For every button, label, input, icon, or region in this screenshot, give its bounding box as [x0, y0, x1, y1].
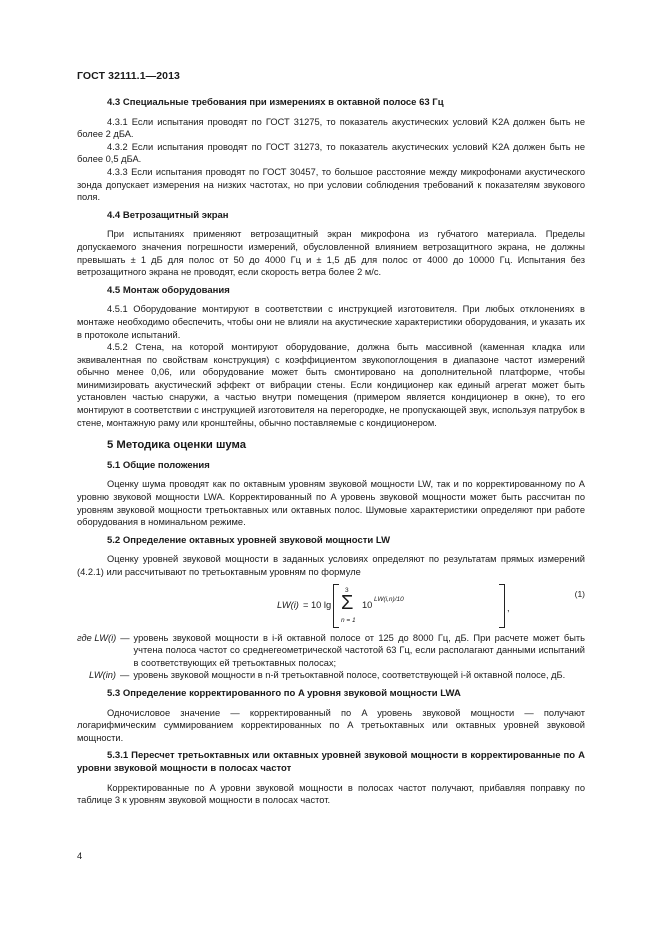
- paragraph-5-1: Оценку шума проводят как по октавным уровням звуковой мощности LW, так и по корректированному по A уровню звуковой мощности LWA. Корректированный по A уровень звуковой мощности может быть рассчитан по уровням звуковой мощности третьоктавных или октавных полос. Шумовые характеристики определяют при работе оборудования в номинальном режиме.: [77, 479, 585, 528]
- paragraph-4-3-3: 4.3.3 Если испытания проводят по ГОСТ 30457, то большое расстояние между микрофонами акустического зонда допускает измерения на низких частотах, но при условии соблюдения требований к показателям звукового поля.: [77, 166, 585, 203]
- where-text: уровень звуковой мощности в n-й третьоктавной полосе, соответствующей i-й октавной полосе, дБ.: [133, 670, 566, 681]
- paragraph-5-3-1: Корректированные по A уровни звуковой мощности в полосах частот получают, прибавляя поправку по таблице 3 к уровням звуковой мощности в полосах частот.: [77, 782, 585, 806]
- paragraph-4-5-2: 4.5.2 Стена, на которой монтируют оборудование, должна быть массивной (каменная кладка или эквивалентная по свойствам конструкция) с коэффициентом звукопоглощения в диапазоне частот измерений обычно менее 0,06, или оборудование может быть смонтировано на дополнительной платформе, чтобы минимизировать акустический эффект от вибрации стены. Если кондиционер как единый агрегат может быть установлен частью снаружи, а частью внутри помещения (примером является кондиционер в окне), то его монтируют в соответствии с инструкцией изготовителя на перегородке, не пропускающей звук, используя патрубок в стене, монтажную раму или кронштейны, обычно поставляемые с кондиционером.: [77, 342, 585, 428]
- sigma-icon: Σ: [341, 591, 354, 614]
- document-body: [77, 97, 585, 807]
- heading-4-4: 4.4 Ветрозащитный экран: [107, 209, 229, 221]
- formula-brackets: [333, 584, 505, 628]
- heading-5-1: 5.1 Общие положения: [107, 459, 210, 471]
- paragraph-4-4: При испытаниях применяют ветрозащитный экран микрофона из губчатого материала. Пределы допускаемого значения погрешности измерений, обусловленной влиянием ветрозащитного экрана, не должны превышать ± 1 дБ для полос от 50 до 4000 Гц и ± 1,5 дБ для полос от 4000 до 10000 Гц. Испытания без ветрозащитного экрана не проводят, если скорость ветра более 2 м/с.: [77, 229, 585, 278]
- formula-sum-upper: 3: [345, 586, 349, 594]
- paragraph-5-2: Оценку уровней звуковой мощности в заданных условиях определяют по результатам прямых измерений (4.2.1) или рассчитывают по третьоктавным уровням по формуле: [77, 554, 585, 577]
- paragraph-5-3: Одночисловое значение — корректированный по A уровень звуковой мощности — получают логарифмическим суммированием корректированных по A третьоктавных или октавных уровней звуковой мощности.: [77, 707, 585, 743]
- formula-equals: = 10 lg: [303, 599, 332, 610]
- formula-sum-lower: n = 1: [341, 616, 356, 624]
- document-code-header: ГОСТ 32111.1—2013: [77, 70, 180, 82]
- heading-5-3: 5.3 Определение корректированного по A уровня звуковой мощности LWA: [107, 687, 461, 699]
- heading-5: 5 Методика оценки шума: [107, 439, 247, 452]
- where-text: уровень звуковой мощности в i-й октавной полосе от 125 до 8000 Гц, дБ. При расчете может быть учтена полоса частот со среднегеометрической частотой 63 Гц, если располагают данными испытаний в соответствующих ей третьоктавных полосах;: [133, 632, 585, 668]
- formula-1: [77, 584, 585, 630]
- where-dash: —: [120, 632, 130, 643]
- where-symbol: где LW(i): [77, 632, 117, 643]
- paragraph-4-3-2: 4.3.2 Если испытания проводят по ГОСТ 31273, то показатель акустических условий K2A должен быть не более 0,5 дБА.: [77, 141, 585, 165]
- where-symbol: LW(in): [89, 670, 117, 681]
- where-dash: —: [120, 670, 130, 681]
- heading-4-5: 4.5 Монтаж оборудования: [107, 284, 230, 296]
- where-item-1: [77, 632, 585, 670]
- heading-5-2: 5.2 Определение октавных уровней звуковой мощности LW: [107, 534, 391, 546]
- formula-tail: ,: [507, 602, 510, 613]
- formula-base: 10: [362, 599, 373, 610]
- formula-lhs: LW(i): [277, 599, 299, 610]
- page-number: 4: [77, 851, 83, 861]
- formula-exponent: LW(i,n)/10: [374, 595, 404, 603]
- where-item-2: [77, 669, 585, 682]
- paragraph-4-3-1: 4.3.1 Если испытания проводят по ГОСТ 31275, то показатель акустических условий K2A должен быть не более 2 дБА.: [77, 116, 585, 140]
- heading-4-3: 4.3 Специальные требования при измерениях в октавной полосе 63 Гц: [107, 97, 444, 108]
- formula-number: (1): [574, 588, 585, 599]
- heading-5-3-1: 5.3.1 Пересчет третьоктавных или октавных уровней звуковой мощности в корректированные по A уровни звуковой мощности в полосах частот: [77, 750, 585, 774]
- paragraph-4-5-1: 4.5.1 Оборудование монтируют в соответствии с инструкцией изготовителя. При любых отклонениях в монтаже необходимо обеспечить, чтобы они не влияли на акустические характеристики оборудования, и указать их в протоколе испытаний.: [77, 304, 585, 340]
